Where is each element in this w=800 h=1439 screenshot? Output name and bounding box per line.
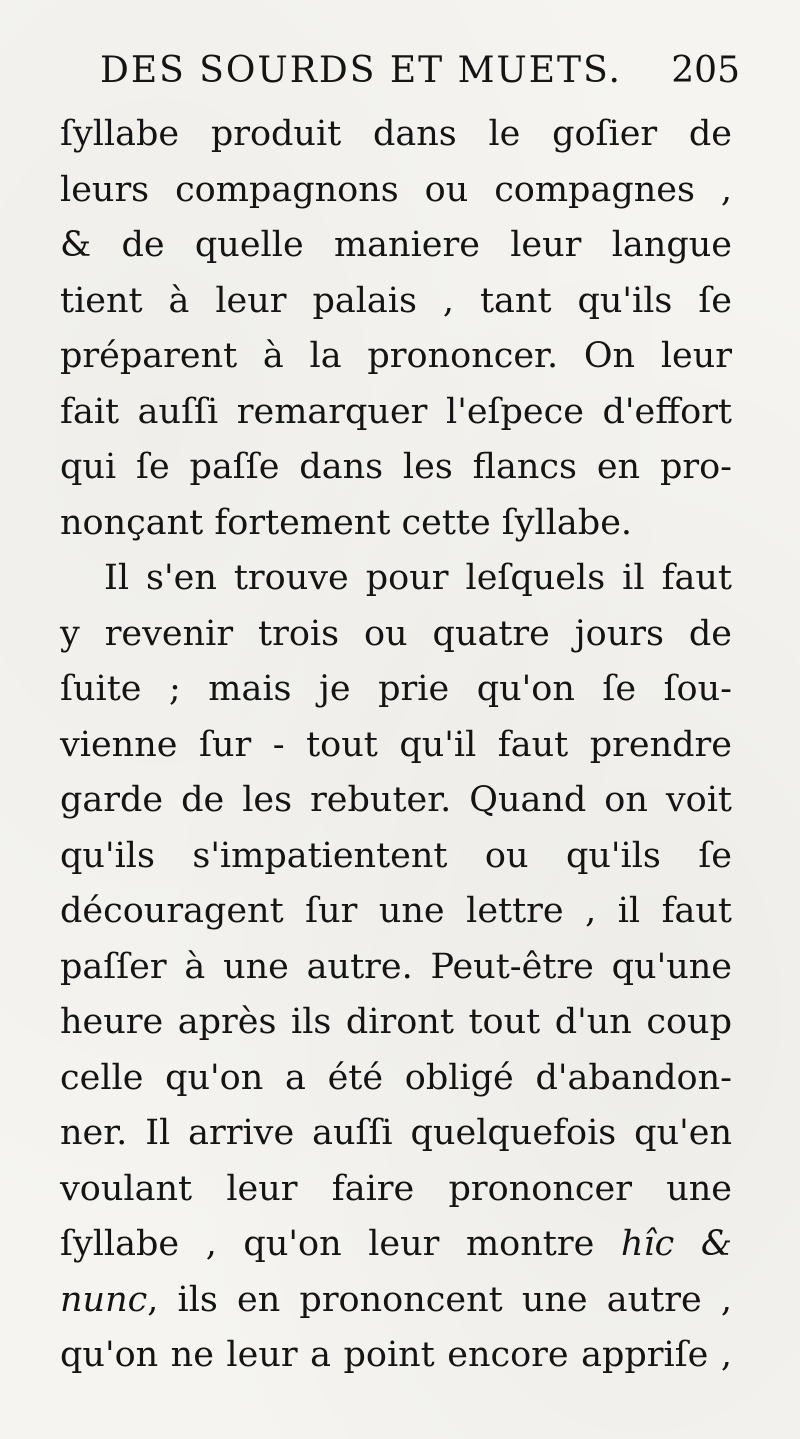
text-line-23: qu'on ne leur a point encore appriſe , bbox=[60, 1335, 732, 1375]
text-line-3: & de quelle maniere leur langue bbox=[60, 225, 732, 265]
body-text bbox=[60, 107, 732, 1384]
text-line-14: qu'ils s'impatientent ou qu'ils ſe bbox=[60, 835, 732, 876]
text-line-11: ſuite ; mais je prie qu'on ſe ſou- bbox=[60, 669, 732, 709]
text-line-6: fait auſſi remarquer l'eſpece d'effort bbox=[60, 391, 732, 432]
page-number: 205 bbox=[671, 50, 740, 91]
text-line-2: leurs compagnons ou compagnes , bbox=[60, 169, 732, 210]
text-line-13: garde de les rebuter. Quand on voit bbox=[60, 780, 732, 820]
text-line-12: vienne ſur - tout qu'il faut prendre bbox=[60, 724, 732, 765]
text-line-7: qui ſe paſſe dans les flancs en pro- bbox=[60, 447, 732, 487]
text-line-22 bbox=[60, 1273, 732, 1329]
italic-nunc: nunc bbox=[60, 1279, 148, 1320]
text-line-10: y revenir trois ou quatre jours de bbox=[60, 613, 732, 654]
text-line-5: préparent à la prononcer. On leur bbox=[60, 336, 732, 376]
text-line-20: voulant leur faire prononcer une bbox=[60, 1168, 732, 1209]
running-head: DES SOURDS ET MUETS. bbox=[100, 50, 622, 91]
text-line-21-roman: ſyllabe , qu'on leur montre bbox=[60, 1224, 621, 1264]
text-line-16: paſſer à une autre. Peut-être qu'une bbox=[60, 946, 732, 987]
text-line-19: ner. Il arrive auſſi quelquefois qu'en bbox=[60, 1113, 732, 1153]
text-line-1: ſyllabe produit dans le goſier de bbox=[60, 114, 732, 154]
text-line-22-roman: , ils en prononcent une autre , bbox=[147, 1279, 732, 1320]
text-line-9: Il s'en trouve pour leſquels il faut bbox=[104, 558, 732, 598]
text-line-18: celle qu'on a été obligé d'abandon- bbox=[60, 1057, 732, 1098]
page-header bbox=[100, 50, 740, 100]
text-line-21 bbox=[60, 1217, 732, 1273]
italic-hic: hîc & bbox=[620, 1224, 732, 1264]
text-line-4: tient à leur palais , tant qu'ils ſe bbox=[60, 280, 732, 321]
text-line-15: découragent ſur une lettre , il faut bbox=[60, 891, 732, 931]
text-line-8: nonçant fortement cette ſyllabe. bbox=[60, 502, 633, 543]
text-line-17: heure après ils diront tout d'un coup bbox=[60, 1002, 732, 1042]
